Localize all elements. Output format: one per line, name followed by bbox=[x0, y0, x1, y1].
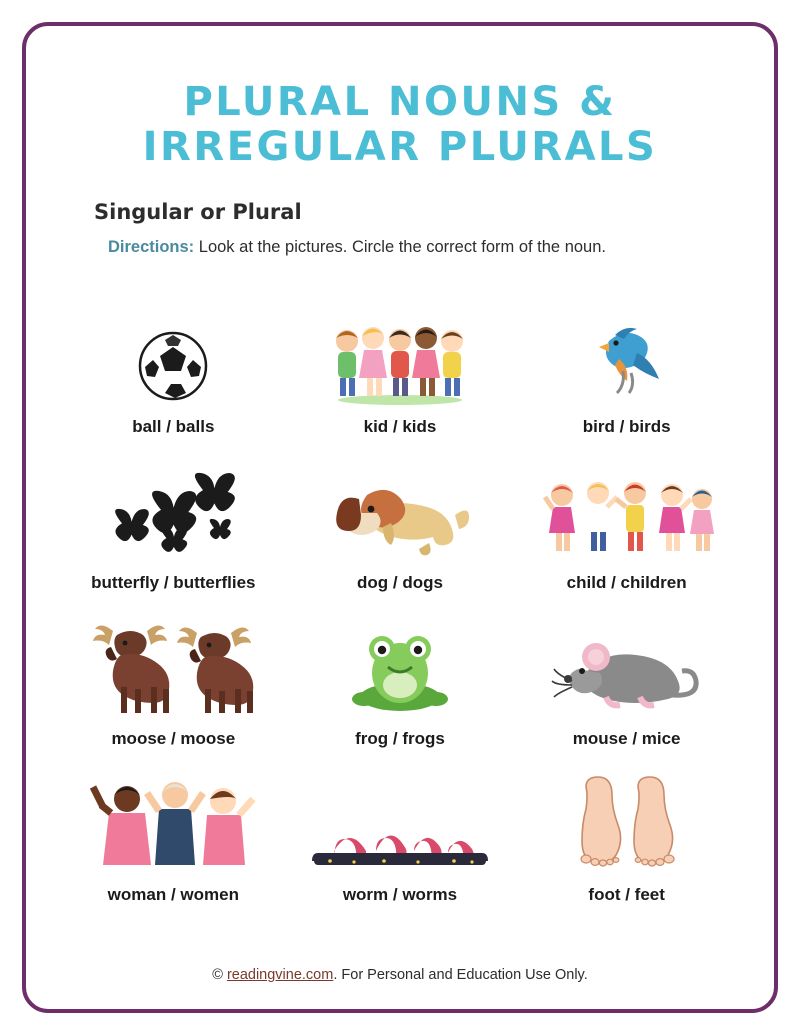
exercise-label: dog / dogs bbox=[357, 572, 443, 592]
exercise-label: frog / frogs bbox=[355, 728, 445, 748]
exercise-item[interactable] bbox=[60, 283, 287, 439]
title-line-2: IRREGULAR PLURALS bbox=[142, 123, 658, 170]
soccer-ball-icon bbox=[134, 305, 212, 405]
exercise-label: bird / birds bbox=[582, 416, 671, 436]
footer-prefix: © bbox=[212, 967, 227, 983]
exercise-item[interactable] bbox=[287, 283, 514, 439]
section-heading: Singular or Plural bbox=[94, 199, 302, 224]
worms-icon bbox=[314, 773, 486, 873]
worksheet-border bbox=[22, 22, 778, 1013]
butterflies-icon bbox=[88, 461, 258, 561]
exercise-label: woman / women bbox=[107, 884, 239, 904]
exercise-item[interactable] bbox=[513, 283, 740, 439]
children-playing-icon bbox=[542, 461, 712, 561]
directions-text: Look at the pictures. Circle the correct form of the noun. bbox=[198, 237, 606, 256]
exercise-item[interactable] bbox=[60, 595, 287, 751]
exercise-item[interactable] bbox=[287, 595, 514, 751]
footer-suffix: . For Personal and Education Use Only. bbox=[333, 967, 588, 983]
frog-icon bbox=[348, 617, 452, 717]
group-of-kids-icon bbox=[325, 305, 475, 405]
exercise-label: ball / balls bbox=[132, 416, 215, 436]
exercise-item[interactable] bbox=[287, 751, 514, 907]
exercise-label: foot / feet bbox=[588, 884, 665, 904]
exercise-item[interactable] bbox=[513, 595, 740, 751]
dog-icon bbox=[325, 461, 475, 561]
exercise-item[interactable] bbox=[60, 439, 287, 595]
exercise-item[interactable] bbox=[60, 751, 287, 907]
title-line-1: PLURAL NOUNS & bbox=[183, 79, 617, 125]
directions-label: Directions: bbox=[108, 237, 195, 256]
exercise-label: worm / worms bbox=[342, 884, 458, 904]
exercise-item[interactable] bbox=[287, 439, 514, 595]
bird-icon bbox=[579, 305, 675, 405]
exercise-label: kid / kids bbox=[363, 416, 437, 436]
page-title bbox=[26, 80, 774, 170]
exercise-item[interactable] bbox=[513, 439, 740, 595]
exercise-grid bbox=[60, 283, 740, 907]
directions bbox=[108, 238, 774, 257]
exercise-label: moose / moose bbox=[111, 728, 236, 748]
footer-link[interactable]: readingvine.com bbox=[226, 967, 334, 983]
exercise-label: mouse / mice bbox=[572, 728, 681, 748]
exercise-item[interactable] bbox=[513, 751, 740, 907]
feet-icon bbox=[572, 773, 682, 873]
exercise-label: butterfly / butterflies bbox=[91, 572, 256, 592]
mouse-icon bbox=[552, 617, 702, 717]
two-moose-icon bbox=[87, 617, 259, 717]
three-women-icon bbox=[89, 773, 257, 873]
footer-credit bbox=[26, 967, 774, 983]
exercise-label: child / children bbox=[566, 572, 687, 592]
